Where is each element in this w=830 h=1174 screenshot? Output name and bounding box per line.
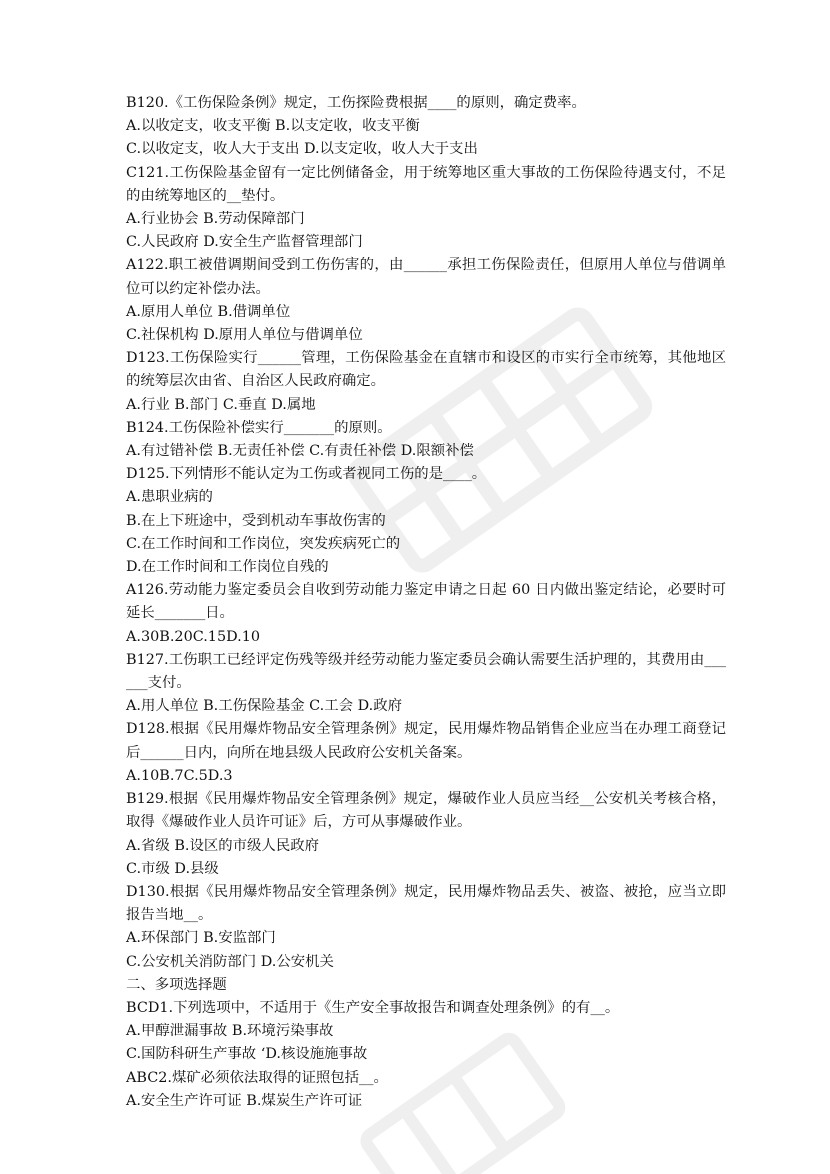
question-b127: B127.工伤职工已经评定伤残等级并经劳动能力鉴定委员会确认需要生活护理的，其费用由______支付。 [126,651,726,692]
question-b120: B120.《工伤保险条例》规定，工伤探险费根据____的原则，确定费率。 [126,95,586,111]
options-line: C.社保机构 D.原用人单位与借调单位 [126,327,363,344]
question-bcd1: BCD1.下列选项中，不适用于《生产安全事故报告和调查处理条例》的有__。 [126,999,620,1016]
options-line: C.市级 D.县级 [126,860,219,877]
options-line: A.甲醇泄漏事故 B.环境污染事故 [126,1023,334,1040]
options-line: A.10B.7C.5D.3 [126,767,233,784]
options-line: C.公安机关消防部门 D.公安机关 [126,953,334,970]
question-a126: A126.劳动能力鉴定委员会自收到劳动能力鉴定申请之日起 60 日内做出鉴定结论，必要时可延长_______日。 [126,582,726,622]
question-b129: B129.根据《民用爆炸物品安全管理条例》规定，爆破作业人员应当经__公安机关考核合格，取得《爆破作业人员许可证》后，方可从事爆破作业。 [126,791,726,831]
question-text-body [126,92,726,1113]
options-line: C.以收定支，收人大于支出 D.以支定收，收人大于支出 [126,141,478,158]
options-line: A.安全生产许可证 B.煤炭生产许可证 [126,1092,363,1109]
options-line: A.用人单位 B.工伤保险基金 C.工会 D.政府 [126,698,402,715]
question-a122: A122.职工被借调期间受到工伤伤害的，由______承担工伤保险责任，但原用人单位与借调单位可以约定补偿办法。 [126,257,726,297]
options-line: C.国防科研生产事故 ‘D.核设施施事故 [126,1046,368,1063]
question-abc2: ABC2.煤矿必须依法取得的证照包括__。 [126,1069,388,1086]
options-line: B.在上下班途中，受到机动车事故伤害的 [126,512,386,529]
options-line: A.有过错补偿 B.无责任补偿 C.有责任补偿 D.限额补偿 [126,443,474,460]
options-line: A.行业 B.部门 C.垂直 D.属地 [126,396,316,413]
question-c121: C121.工伤保险基金留有一定比例储备金，用于统筹地区重大事故的工伤保险待遇支付，不足的由统筹地区的__垫付。 [126,164,726,204]
options-line: A.30B.20C.15D.10 [126,628,261,645]
section-heading-multiple-choice: 二、多项选择题 [126,976,227,993]
question-d125: D125.下列情形不能认定为工伤或者视同工伤的是____。 [126,466,487,483]
options-line: A.行业协会 B.劳动保障部门 [126,211,305,228]
question-d128: D128.根据《民用爆炸物品安全管理条例》规定，民用爆炸物品销售企业应当在办理工商登记后______日内，向所在地县级人民政府公安机关备案。 [126,721,726,761]
options-line: D.在工作时间和工作岗位自残的 [126,559,329,576]
question-d130: D130.根据《民用爆炸物品安全管理条例》规定，民用爆炸物品丢失、被盗、被抢，应当立即报告当地__。 [126,883,726,924]
options-line: A.原用人单位 B.借调单位 [126,303,291,320]
options-line: A.省级 B.设区的市级人民政府 [126,837,319,854]
question-b124: B124.工伤保险补偿实行_______的原则。 [126,419,392,436]
options-line: A.以收定支，收支平衡 B.以支定收，收支平衡 [126,118,420,135]
options-line: A.患职业病的 [126,489,213,506]
options-line: C.人民政府 D.安全生产监督管理部门 [126,234,363,251]
options-line: A.环保部门 B.安监部门 [126,930,276,947]
options-line: C.在工作时间和工作岗位，突发疾病死亡的 [126,535,401,552]
question-d123: D123.工伤保险实行______管理，工伤保险基金在直辖市和设区的市实行全市统筹，其他地区的统筹层次由省、自治区人民政府确定。 [126,350,726,390]
